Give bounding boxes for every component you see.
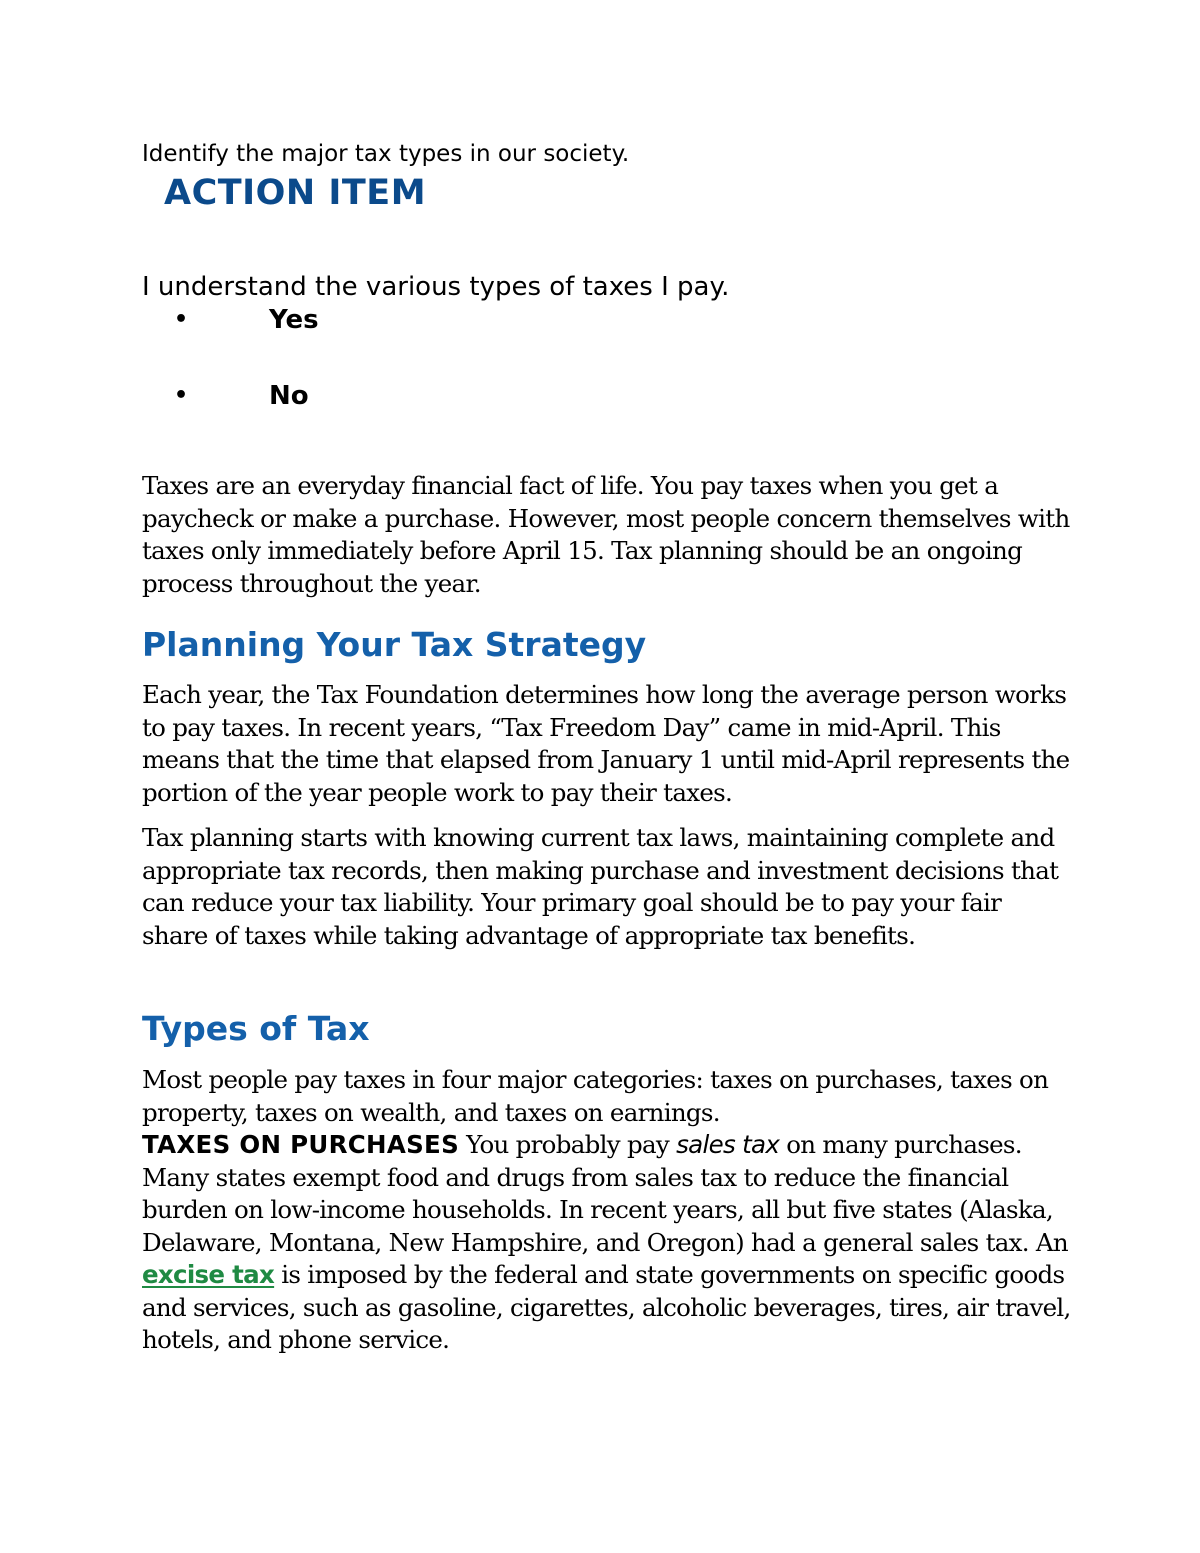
action-item-option-no bbox=[174, 381, 309, 411]
excise-tax-link[interactable]: excise tax bbox=[142, 1260, 275, 1289]
intro-paragraph: Taxes are an everyday financial fact of life. You pay taxes when you get a paycheck or make a purchase. However, most people concern themselves with taxes only immediately before April 15. Tax planning should be an ongoing process throughout the year. bbox=[142, 471, 1070, 598]
planning-paragraph-1: Each year, the Tax Foundation determines how long the average person works to pay taxes. In recent years, “Tax Freedom Day” came in mid-April. This means that the time that elapsed from January 1 until mid-April represents the portion of the year people work to pay their taxes. bbox=[142, 680, 1070, 807]
action-item-title: ACTION ITEM bbox=[164, 173, 427, 213]
purchases-text-3: is imposed by the federal and state governments on specific goods and services, such as gasoline, cigarettes, alcoholic beverages, tires, air travel, hotels, and phone service. bbox=[142, 1260, 1071, 1354]
purchases-text-1: You probably pay bbox=[459, 1130, 677, 1159]
planning-paragraph-2: Tax planning starts with knowing current tax laws, maintaining complete and appropriate tax records, then making purchase and investment decisions that can reduce your tax liability. Your primary goal should be to pay your fair share of taxes while taking advantage of appropriate tax benefits. bbox=[142, 823, 1059, 950]
bullet-icon: • bbox=[174, 383, 189, 408]
action-item-option-yes bbox=[174, 305, 319, 335]
section-heading-types: Types of Tax bbox=[142, 1009, 370, 1048]
term-sales-tax: sales tax bbox=[676, 1130, 780, 1159]
purchases-text-2: on many purchases. Many states exempt food and drugs from sales tax to reduce the financial burden on low-income households. In recent years, all but five states (Alaska, Delaware, Montana, New Hampshire, and Oregon) had a general sales tax. An bbox=[142, 1130, 1068, 1257]
action-item-statement: I understand the various types of taxes I pay. bbox=[142, 272, 730, 302]
bullet-icon: • bbox=[174, 307, 189, 332]
types-content bbox=[142, 1064, 1072, 1357]
learning-objective: Identify the major tax types in our society. bbox=[142, 141, 630, 167]
purchases-run-in-heading: TAXES ON PURCHASES bbox=[142, 1130, 460, 1159]
types-intro-text: Most people pay taxes in four major categories: taxes on purchases, taxes on property, taxes on wealth, and taxes on earnings. bbox=[142, 1065, 1049, 1127]
option-label-no: No bbox=[269, 381, 309, 411]
section-heading-planning: Planning Your Tax Strategy bbox=[142, 625, 647, 664]
option-label-yes: Yes bbox=[269, 305, 319, 335]
